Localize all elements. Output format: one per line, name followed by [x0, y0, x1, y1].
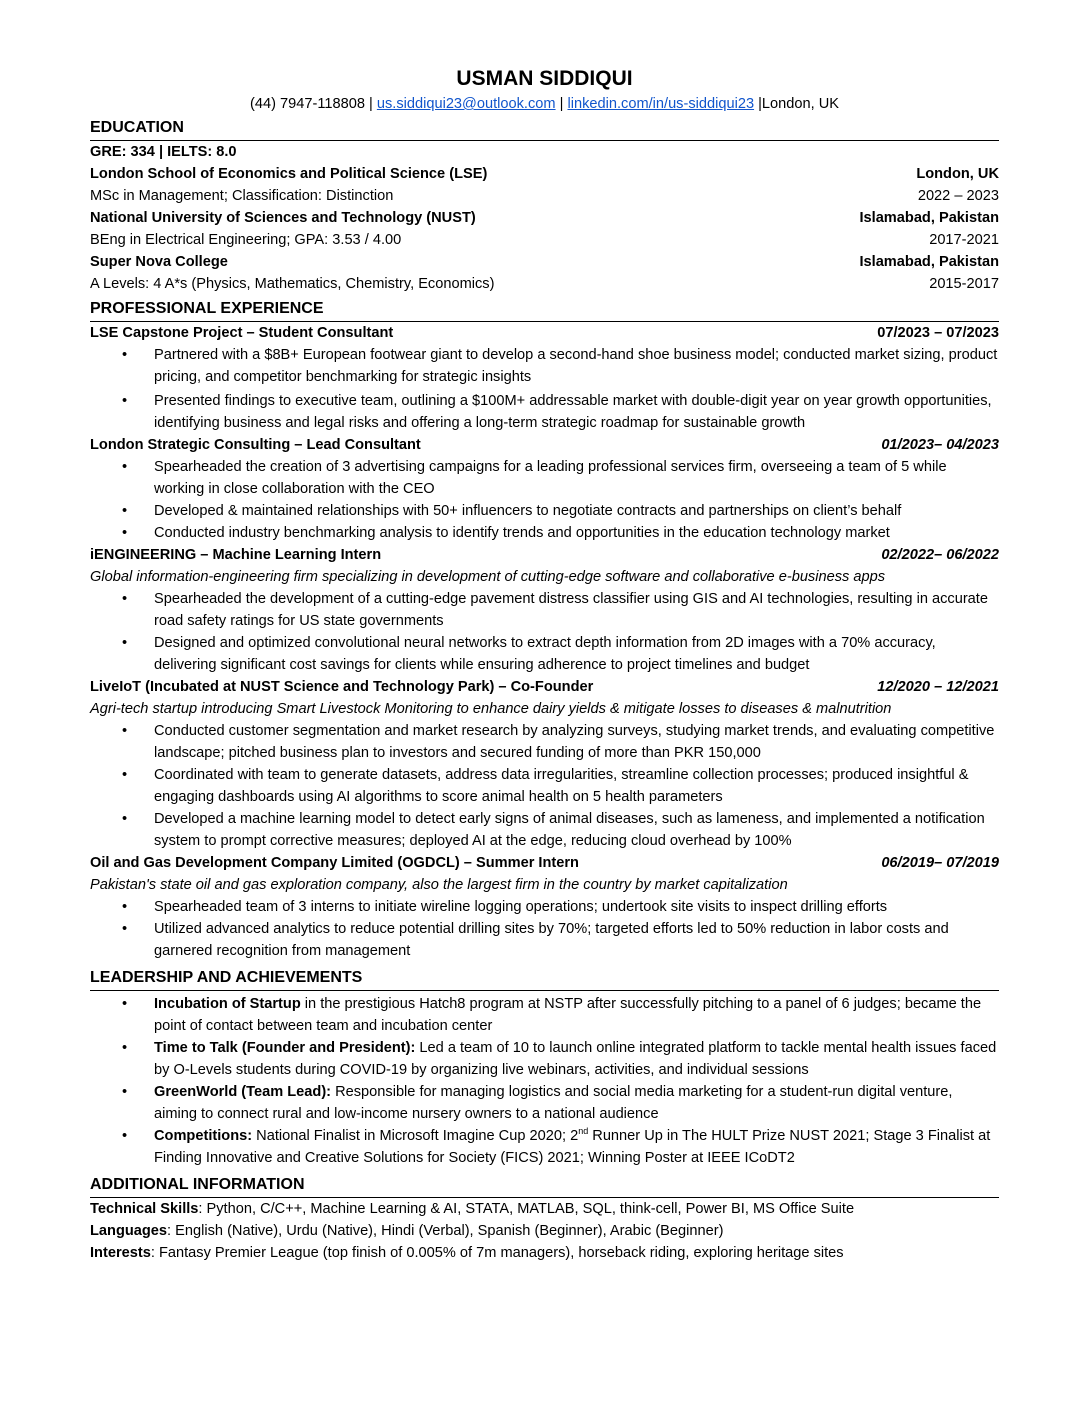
- linkedin-link[interactable]: linkedin.com/in/us-siddiqui23: [567, 96, 755, 112]
- company-description: Global information-engineering firm specializing in development of cutting-edge software and collaborative e-business apps: [90, 569, 885, 585]
- bullet-item: • Spearheaded team of 3 interns to initiate wireline logging operations; undertook site visits to inspect drilling efforts: [90, 896, 999, 918]
- education-dates: 2015-2017: [929, 276, 999, 292]
- job-dates: 02/2022– 06/2022: [881, 547, 999, 563]
- languages-line: Languages: English (Native), Urdu (Native), Hindi (Verbal), Spanish (Beginner), Arabic (Beginner): [90, 1223, 724, 1239]
- bullet-icon: •: [122, 525, 128, 541]
- job-bullets: [90, 344, 999, 434]
- leadership-list: [90, 993, 999, 1169]
- contact-line: [90, 94, 999, 114]
- achievement-item: • Time to Talk (Founder and President): Led a team of 10 to launch online integrated platform to tackle mental health issues faced by O-Levels students during COVID-19 by organizing live webinars, activities, and individual sessions: [90, 1037, 999, 1081]
- experience-heading: PROFESSIONAL EXPERIENCE: [90, 299, 999, 322]
- bullet-icon: •: [122, 503, 128, 519]
- job-role: iENGINEERING – Machine Learning Intern: [90, 547, 382, 563]
- job-bullets: [90, 456, 999, 544]
- company-description: Agri-tech startup introducing Smart Livestock Monitoring to enhance dairy yields & mitigate losses to diseases & malnutrition: [90, 701, 892, 717]
- test-scores: GRE: 334 | IELTS: 8.0: [90, 144, 237, 160]
- job-entry: [90, 544, 999, 676]
- email-link[interactable]: us.siddiqui23@outlook.com: [376, 96, 556, 112]
- education-heading: EDUCATION: [90, 118, 999, 141]
- bullet-icon: •: [122, 459, 128, 475]
- bullet-item: • Spearheaded the development of a cutting-edge pavement distress classifier using GIS and AI technologies, resulting in accurate road safety ratings for US state governments: [90, 588, 999, 632]
- bullet-icon: •: [122, 811, 128, 827]
- job-dates: 12/2020 – 12/2021: [877, 679, 999, 695]
- school-location: London, UK: [916, 166, 999, 182]
- company-description: Pakistan's state oil and gas exploration company, also the largest firm in the country by market capitalization: [90, 877, 788, 893]
- bullet-item: • Partnered with a $8B+ European footwear giant to develop a second-hand shoe business model; conducted market sizing, product pricing, and competitor benchmarking for strategic insights: [90, 344, 999, 388]
- bullet-icon: •: [122, 996, 128, 1012]
- job-entry: [90, 676, 999, 852]
- bullet-icon: •: [122, 1040, 128, 1056]
- job-entry: [90, 434, 999, 544]
- bullet-icon: •: [122, 1128, 128, 1144]
- interests-line: Interests: Fantasy Premier League (top finish of 0.005% of 7m managers), horseback riding, exploring heritage sites: [90, 1245, 844, 1261]
- degree: A Levels: 4 A*s (Physics, Mathematics, Chemistry, Economics): [90, 276, 495, 292]
- job-entry: [90, 852, 999, 962]
- education-entry: [90, 207, 999, 251]
- bullet-icon: •: [122, 347, 128, 363]
- education-dates: 2017-2021: [929, 232, 999, 248]
- job-role: LiveIoT (Incubated at NUST Science and Technology Park) – Co-Founder: [90, 679, 594, 695]
- education-dates: 2022 – 2023: [917, 188, 999, 204]
- job-entry: [90, 322, 999, 434]
- job-role: Oil and Gas Development Company Limited (OGDCL) – Summer Intern: [90, 855, 579, 871]
- location: |London, UK: [758, 96, 839, 112]
- candidate-name: USMAN SIDDIQUI: [456, 67, 633, 90]
- bullet-icon: •: [122, 723, 128, 739]
- bullet-icon: •: [122, 591, 128, 607]
- separator: |: [369, 96, 373, 112]
- bullet-item: • Presented findings to executive team, outlining a $100M+ addressable market with double-digit year on year growth opportunities, identifying business and legal risks and offering a long-term strategic roadmap for sustainable growth: [90, 390, 999, 434]
- job-bullets: [90, 896, 999, 962]
- bullet-item: • Utilized advanced analytics to reduce potential drilling sites by 70%; targeted efforts led to 50% reduction in labor costs and garnered recognition from management: [90, 918, 999, 962]
- additional-heading: ADDITIONAL INFORMATION: [90, 1175, 999, 1198]
- achievement-item: • Competitions: National Finalist in Microsoft Imagine Cup 2020; 2nd Runner Up in The HULT Prize NUST 2021; Stage 3 Finalist at Finding Innovative and Creative Solutions for Society (FICS) 2021; Winning Poster at IEEE ICoDT2: [122, 1126, 991, 1166]
- bullet-item: • Coordinated with team to generate datasets, address data irregularities, streamline collection processes; produced insightful & engaging dashboards using AI algorithms to score animal health on 5 health parameters: [90, 764, 999, 808]
- bullet-item: • Designed and optimized convolutional neural networks to extract depth information from 2D images with a 70% accuracy, delivering significant cost savings for clients while ensuring adherence to project timelines and budget: [90, 632, 999, 676]
- bullet-icon: •: [122, 635, 128, 651]
- school-name: National University of Sciences and Technology (NUST): [90, 210, 476, 226]
- achievement-item: • Incubation of Startup in the prestigious Hatch8 program at NSTP after successfully pitching to a panel of 6 judges; became the point of contact between team and incubation center: [90, 993, 999, 1037]
- school-location: Islamabad, Pakistan: [859, 254, 999, 270]
- bullet-icon: •: [122, 1084, 128, 1100]
- degree: MSc in Management; Classification: Distinction: [90, 188, 394, 204]
- phone: (44) 7947-118808: [249, 96, 365, 112]
- bullet-item: • Spearheaded the creation of 3 advertising campaigns for a leading professional services firm, overseeing a team of 5 while working in close collaboration with the CEO: [90, 456, 999, 500]
- bullet-item: • Conducted customer segmentation and market research by analyzing surveys, studying market trends, and evaluating competitive landscape; pitched business plan to investors and secured funding of more than PKR 150,000: [90, 720, 999, 764]
- job-dates: 06/2019– 07/2019: [881, 855, 999, 871]
- bullet-icon: •: [122, 921, 128, 937]
- degree: BEng in Electrical Engineering; GPA: 3.53 / 4.00: [90, 232, 402, 248]
- education-entry: [90, 251, 999, 295]
- school-name: Super Nova College: [90, 254, 228, 270]
- skills-line: Technical Skills: Python, C/C++, Machine Learning & AI, STATA, MATLAB, SQL, think-cell, Power BI, MS Office Suite: [90, 1201, 855, 1217]
- bullet-icon: •: [122, 899, 128, 915]
- job-bullets: [90, 588, 999, 676]
- education-entry: [90, 163, 999, 207]
- school-location: Islamabad, Pakistan: [859, 210, 999, 226]
- job-bullets: [90, 720, 999, 852]
- job-dates: 01/2023– 04/2023: [881, 437, 999, 453]
- bullet-icon: •: [122, 393, 128, 409]
- leadership-heading: LEADERSHIP AND ACHIEVEMENTS: [90, 968, 999, 991]
- job-role: LSE Capstone Project – Student Consultant: [90, 325, 394, 341]
- bullet-item: • Conducted industry benchmarking analysis to identify trends and opportunities in the education technology market: [90, 522, 999, 544]
- job-dates: 07/2023 – 07/2023: [877, 325, 999, 341]
- bullet-item: • Developed & maintained relationships with 50+ influencers to negotiate contracts and partnerships on client’s behalf: [90, 500, 999, 522]
- bullet-icon: •: [122, 767, 128, 783]
- school-name: London School of Economics and Political Science (LSE): [90, 166, 488, 182]
- bullet-item: • Developed a machine learning model to detect early signs of animal diseases, such as lameness, and implemented a notification system to prompt corrective measures; deployed AI at the edge, reducing cloud overhead by 100%: [90, 808, 999, 852]
- separator: |: [559, 96, 564, 112]
- job-role: London Strategic Consulting – Lead Consultant: [90, 437, 421, 453]
- achievement-item: • GreenWorld (Team Lead): Responsible for managing logistics and social media marketing for a student-run digital venture, aiming to connect rural and low-income nursery owners to a national audience: [90, 1081, 999, 1125]
